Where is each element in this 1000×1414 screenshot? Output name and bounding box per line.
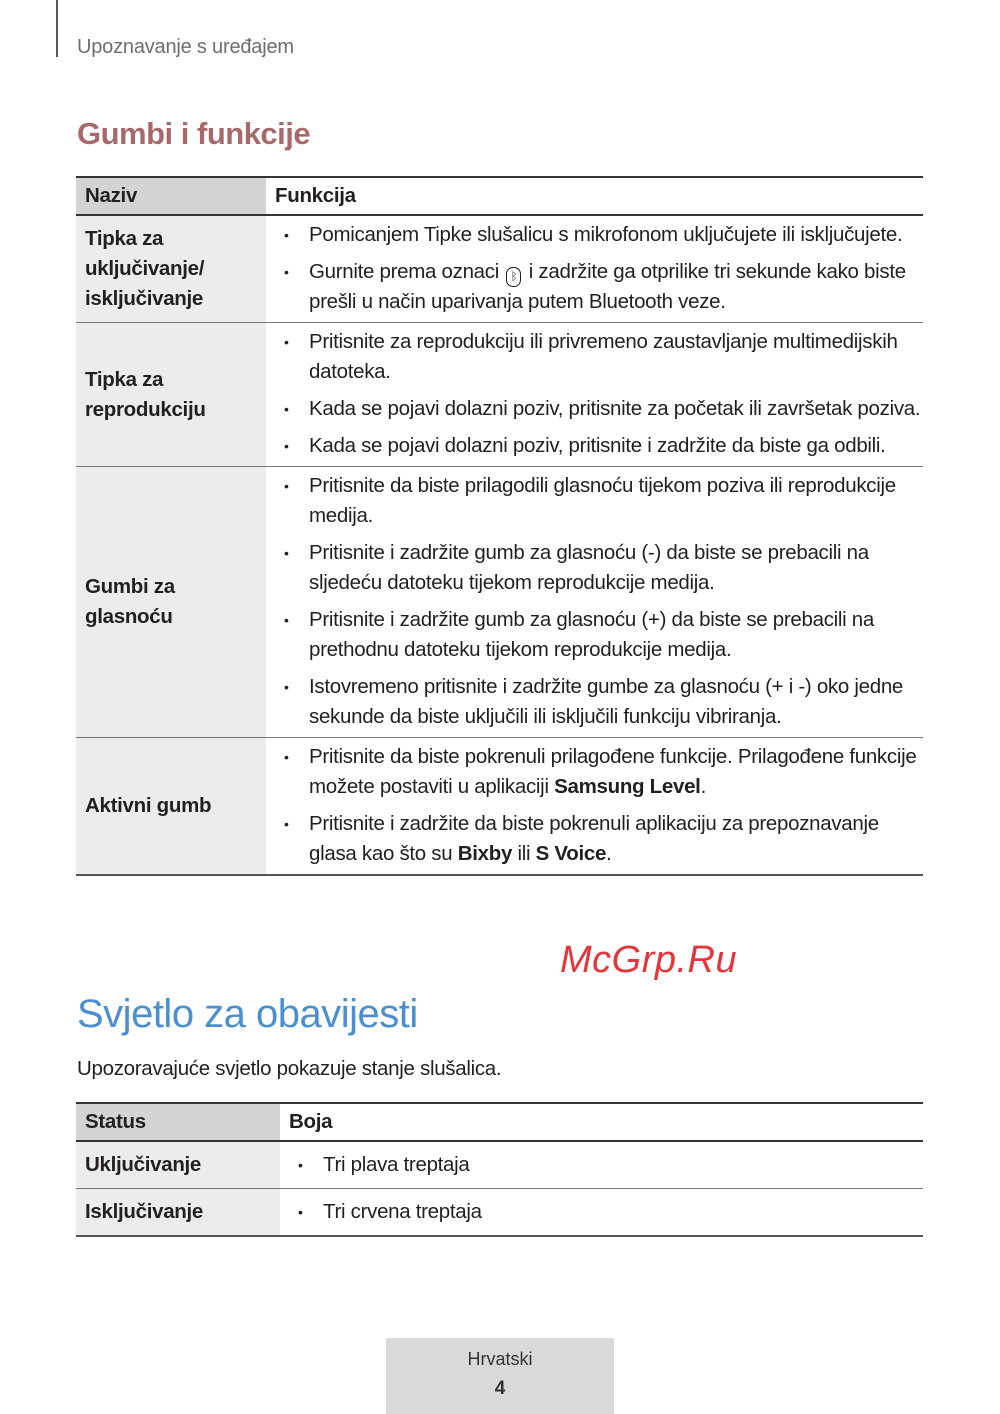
page-footer — [386, 1338, 614, 1414]
table-row — [76, 215, 923, 323]
column-header-name: Naziv — [76, 177, 266, 215]
button-name: Tipka za reprodukciju — [76, 323, 266, 467]
function-item — [276, 220, 923, 250]
function-item — [276, 672, 923, 732]
color-item: • Tri plava treptaja — [290, 1150, 923, 1180]
button-name: Aktivni gumb — [76, 738, 266, 876]
table-row — [76, 1141, 923, 1189]
bold-term: Samsung Level — [554, 775, 701, 798]
function-item — [276, 605, 923, 665]
bold-term: Bixby — [457, 842, 513, 865]
button-functions — [266, 215, 923, 323]
color-list — [290, 1197, 923, 1227]
column-header-status: Status — [76, 1103, 280, 1141]
function-item — [276, 431, 923, 461]
text-segment: ili — [512, 842, 536, 865]
text-segment: Pomicanjem Tipke slušalicu s mikrofonom uključujete ili isključujete. — [309, 223, 903, 246]
function-list — [276, 742, 923, 869]
function-item — [276, 257, 923, 317]
text-segment: Pritisnite za reprodukciju ili privremeno zaustavljanje multimedijskih datoteka. — [309, 330, 898, 383]
section-intro: Upozoravajuće svjetlo pokazuje stanje slušalica. — [77, 1057, 502, 1080]
text-segment: Istovremeno pritisnite i zadržite gumbe za glasnoću (+ i -) oko jedne sekunde da biste uključili ili isključili funkciju vibriranja. — [309, 675, 904, 728]
button-name: Tipka za uključivanje/ isključivanje — [76, 215, 266, 323]
status-name: Uključivanje — [76, 1141, 280, 1189]
text-segment: Pritisnite i zadržite gumb za glasnoću (-) da biste se prebacili na sljedeću datoteku tijekom reprodukcije medija. — [309, 541, 869, 594]
status-color — [280, 1141, 923, 1189]
function-item — [276, 471, 923, 531]
text-segment: . — [700, 775, 706, 798]
table-row — [76, 467, 923, 738]
text-segment: Pritisnite i zadržite da biste pokrenuli aplikaciju za prepoznavanje glasa kao što su — [309, 812, 879, 865]
text-segment: Kada se pojavi dolazni poziv, pritisnite i zadržite da biste ga odbili. — [309, 434, 886, 457]
text-segment: Pritisnite da biste pokrenuli prilagođene funkcije. Prilagođene funkcije možete postaviti u aplikaciji — [309, 745, 917, 798]
buttons-table — [76, 176, 923, 876]
button-functions — [266, 467, 923, 738]
text-segment: Kada se pojavi dolazni poziv, pritisnite za početak ili završetak poziva. — [309, 397, 921, 420]
text-segment: Pritisnite da biste prilagodili glasnoću tijekom poziva ili reprodukcije medija. — [309, 474, 896, 527]
text-segment: Gurnite prema oznaci — [309, 260, 505, 283]
table-row — [76, 1189, 923, 1237]
function-list — [276, 471, 923, 732]
table-row — [76, 738, 923, 876]
text-segment: Pritisnite i zadržite gumb za glasnoću (+) da biste se prebacili na prethodnu datoteku tijekom reprodukcije medija. — [309, 608, 875, 661]
status-name: Isključivanje — [76, 1189, 280, 1237]
button-name: Gumbi za glasnoću — [76, 467, 266, 738]
color-list — [290, 1150, 923, 1180]
function-item — [276, 538, 923, 598]
bold-term: S Voice — [535, 842, 607, 865]
function-list — [276, 327, 923, 461]
watermark: McGrp.Ru — [560, 939, 738, 981]
color-item: • Tri crvena treptaja — [290, 1197, 923, 1227]
function-item — [276, 327, 923, 387]
table-row — [76, 323, 923, 467]
page-number: 4 — [494, 1378, 506, 1399]
button-functions — [266, 323, 923, 467]
function-item — [276, 394, 923, 424]
section-title-notification-light: Svjetlo za obavijesti — [77, 992, 418, 1036]
footer-language: Hrvatski — [467, 1349, 533, 1369]
section-title-buttons: Gumbi i funkcije — [77, 116, 311, 151]
text-segment: i zadržite ga otprilike tri sekunde kako biste prešli u način uparivanja putem Bluetooth veze. — [309, 260, 906, 313]
function-list — [276, 220, 923, 317]
status-color — [280, 1189, 923, 1237]
column-header-color: Boja — [280, 1103, 923, 1141]
button-functions — [266, 738, 923, 876]
text-segment: . — [606, 842, 612, 865]
breadcrumb: Upoznavanje s uređajem — [77, 36, 294, 58]
header-divider — [56, 0, 58, 57]
function-item — [276, 742, 923, 802]
function-item — [276, 809, 923, 869]
bluetooth-icon: ᛒ — [506, 267, 521, 287]
column-header-function: Funkcija — [266, 177, 923, 215]
status-table — [76, 1102, 923, 1237]
